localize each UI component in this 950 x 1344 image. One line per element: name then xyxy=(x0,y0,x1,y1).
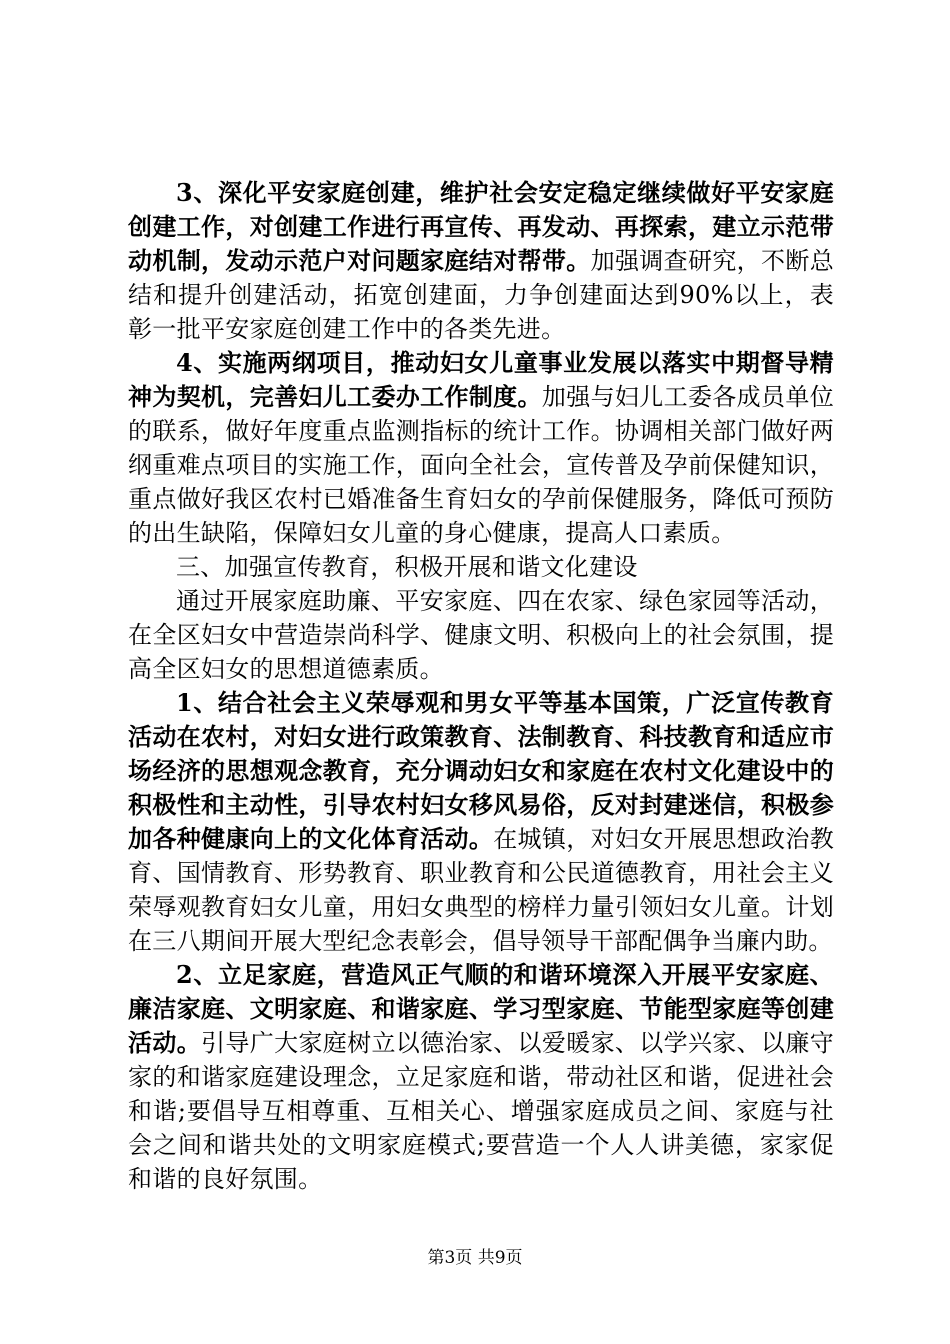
paragraph-text: 加强调查研究，不断总结和提升创建活动，拓宽创建面，力争创建面达到90%以上，表彰一批平安家庭创建工作中的各类先进。 xyxy=(128,247,835,343)
paragraph-harmonious-family xyxy=(128,958,834,1196)
paragraph-two-outlines xyxy=(128,346,834,550)
paragraph-lead: 2、立足家庭，营造风正气顺的和谐环境深入开展平安家庭、廉洁家庭、文明家庭、和谐家庭、学习型家庭、节能型家庭等创建活动。 xyxy=(128,960,834,1057)
section-heading-text: 三、加强宣传教育，积极开展和谐文化建设 xyxy=(176,553,638,581)
paragraph-publicity-education xyxy=(128,686,834,958)
paragraph-text: 引导广大家庭树立以德治家、以爱暖家、以学兴家、以廉守家的和谐家庭建设理念，立足家庭和谐，带动社区和谐，促进社会和谐;要倡导互相尊重、互相关心、增强家庭成员之间、家庭与社会之间和谐共处的文明家庭模式;要营造一个人人讲美德，家家促和谐的良好氛围。 xyxy=(128,1029,834,1193)
paragraph-lead: 1、结合社会主义荣辱观和男女平等基本国策，广泛宣传教育活动在农村，对妇女进行政策教育、法制教育、科技教育和适应市场经济的思想观念教育，充分调动妇女和家庭在农村文化建设中的积极性和主动性，引导农村妇女移风易俗，反对封建迷信，积极参加各种健康向上的文化体育活动。 xyxy=(128,688,834,853)
paragraph-section-intro xyxy=(128,584,834,686)
page-number-footer: 第3页 共9页 xyxy=(427,1248,523,1268)
paragraph-text: 加强与妇儿工委各成员单位的联系，做好年度重点监测指标的统计工作。协调相关部门做好两纲重难点项目的实施工作，面向全社会，宣传普及孕前保健知识，重点做好我区农村已婚准备生育妇女的孕前保健服务，降低可预防的出生缺陷，保障妇女儿童的身心健康，提高人口素质。 xyxy=(128,383,834,547)
paragraph-text: 通过开展家庭助廉、平安家庭、四在农家、绿色家园等活动，在全区妇女中营造崇尚科学、健康文明、积极向上的社会氛围，提高全区妇女的思想道德素质。 xyxy=(128,587,834,683)
paragraph-text: 在城镇，对妇女开展思想政治教育、国情教育、形势教育、职业教育和公民道德教育，用社会主义荣辱观教育妇女儿童，用妇女典型的榜样力量引领妇女儿童。计划在三八期间开展大型纪念表彰会，倡导领导干部配偶争当廉内助。 xyxy=(128,825,835,955)
paragraph-lead: 4、实施两纲项目，推动妇女儿童事业发展以落实中期督导精神为契机，完善妇儿工委办工作制度。 xyxy=(128,348,834,411)
section-heading-three xyxy=(128,550,834,584)
paragraph-lead: 3、深化平安家庭创建，维护社会安定稳定继续做好平安家庭创建工作，对创建工作进行再宣传、再发动、再探索，建立示范带动机制，发动示范户对问题家庭结对帮带。 xyxy=(128,178,834,275)
paragraph-safe-family xyxy=(128,176,834,346)
document-body xyxy=(128,176,834,1196)
